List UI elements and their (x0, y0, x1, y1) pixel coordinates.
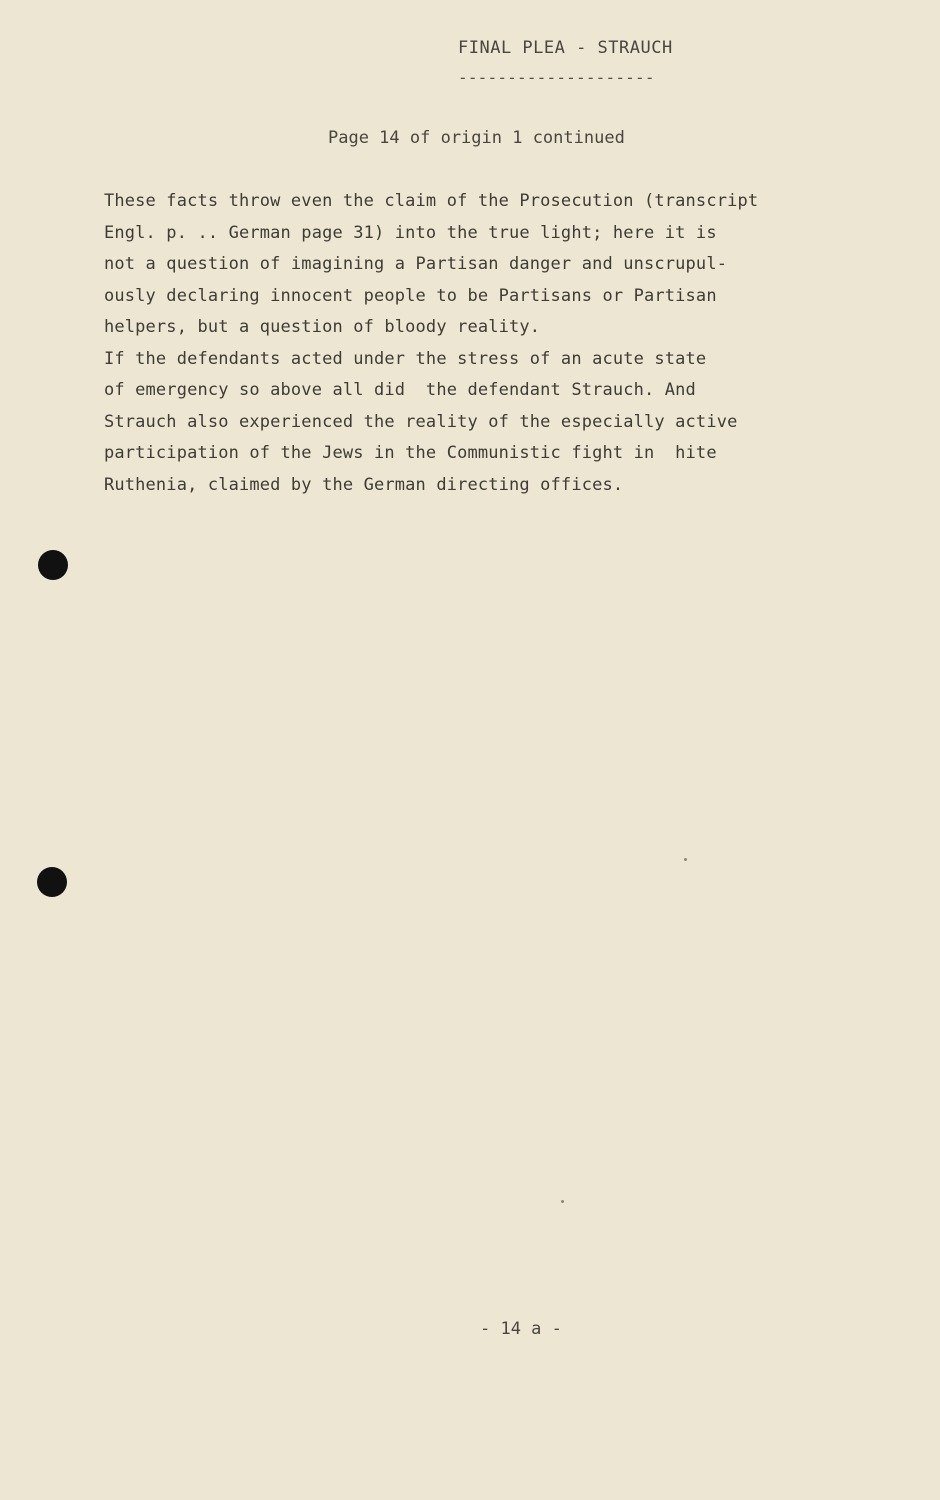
body-line: Engl. p. .. German page 31) into the true light; here it is (104, 222, 717, 243)
document-title: FINAL PLEA - STRAUCH (458, 38, 673, 58)
body-line: If the defendants acted under the stress of an acute state (104, 348, 707, 369)
body-line: of emergency so above all did the defendant Strauch. And (104, 380, 696, 400)
body-line: Ruthenia, claimed by the German directing offices. (104, 474, 624, 495)
punch-hole (38, 550, 68, 580)
body-line: helpers, but a question of bloody reality. (104, 317, 541, 337)
body-line: Strauch also experienced the reality of the especially active (104, 411, 738, 432)
body-line: These facts throw even the claim of the Prosecution (transcript (104, 191, 759, 211)
body-line: ously declaring innocent people to be Partisans or Partisan (104, 285, 717, 306)
punch-hole (37, 867, 67, 897)
page-number: - 14 a - (480, 1319, 562, 1339)
paper-speck (561, 1200, 564, 1203)
title-underline: -------------------- (458, 68, 655, 87)
body-paragraph (104, 186, 884, 501)
paper-speck (684, 858, 687, 861)
continuation-note: Page 14 of origin 1 continued (328, 128, 625, 148)
body-line: not a question of imagining a Partisan danger and unscrupul- (104, 254, 728, 274)
body-line: participation of the Jews in the Communistic fight in hite (104, 443, 717, 463)
